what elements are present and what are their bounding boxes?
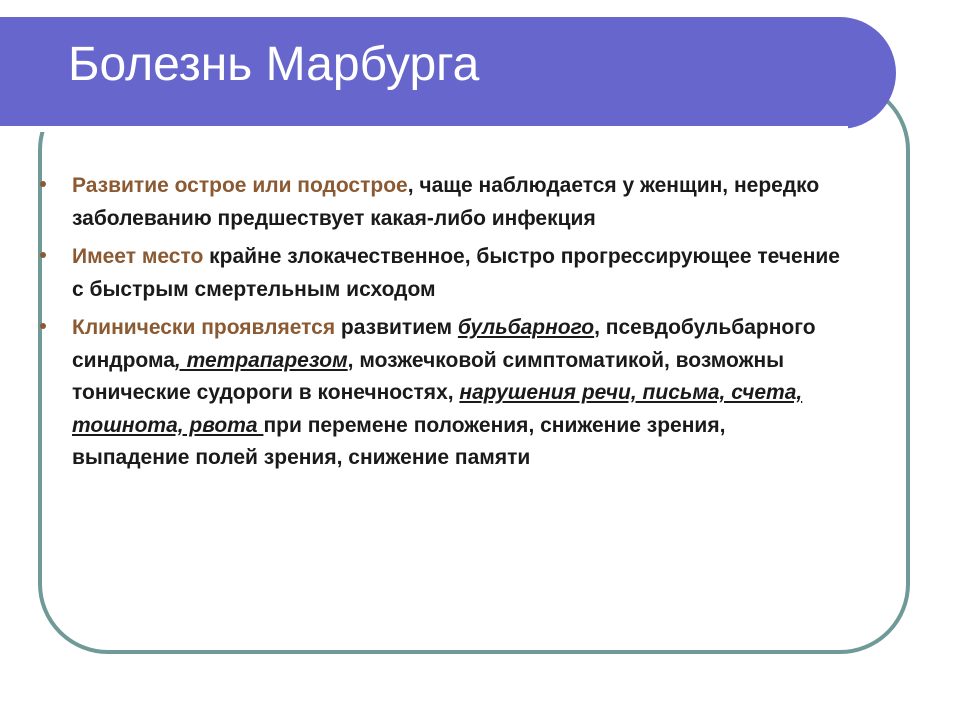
- bullet-highlight: Клинически проявляется: [72, 316, 336, 339]
- bullet-text: , мозжечковой симптоматикой, возможны тонические судороги в конечностях,: [72, 348, 785, 404]
- bullet-dot-icon: [40, 252, 46, 258]
- underlined-term-tetraparesis: , тетрапарезом: [174, 348, 348, 372]
- bullet-dot-icon: [40, 181, 46, 187]
- bullet-text: крайне злокачественное, быстро прогрессирующее течение с быстрым смертельным исходом: [72, 245, 840, 301]
- bullet-text: , чаще наблюдается у женщин, нередко заболеванию предшествует какая-либо инфекция: [72, 174, 820, 230]
- bullet-list: [40, 170, 840, 481]
- bullet-dot-icon: [40, 323, 46, 329]
- underlined-term-bulbar: бульбарного: [457, 316, 595, 339]
- underlined-term-speech: нарушения речи, письма, счета, тошнота, рвота: [72, 381, 803, 437]
- title-underline: [0, 126, 848, 132]
- title-bar: [0, 17, 896, 129]
- bullet-highlight: Развитие острое или подострое: [72, 174, 408, 197]
- bullet-item-course: [40, 241, 840, 306]
- bullet-text: , псевдобульбарного синдрома: [72, 316, 816, 372]
- bullet-highlight: Имеет место: [72, 245, 204, 268]
- bullet-text: при перемене положения, снижение зрения, выпадение полей зрения, снижение памяти: [72, 413, 726, 469]
- slide-title: Болезнь Марбурга: [68, 38, 480, 91]
- bullet-text: развитием: [335, 316, 458, 339]
- bullet-item-clinical: [40, 312, 840, 475]
- bullet-item-onset: [40, 170, 840, 235]
